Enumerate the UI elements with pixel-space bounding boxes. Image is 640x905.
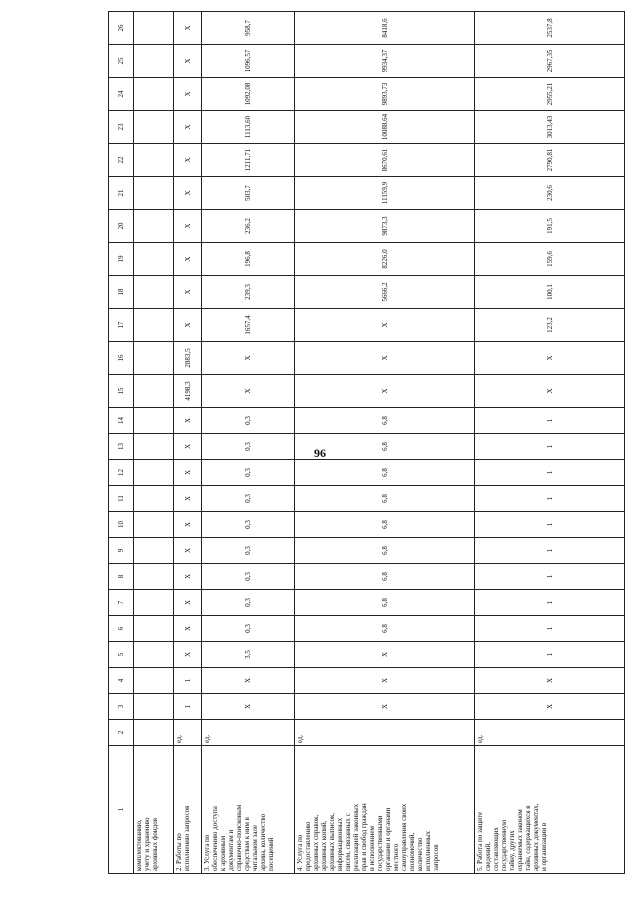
header-cell: 4 — [109, 668, 134, 694]
table-cell: X — [174, 12, 202, 45]
table-cell: 1 — [475, 408, 625, 434]
table-cell: 1 — [475, 590, 625, 616]
table-cell: X — [174, 434, 202, 460]
table-cell: 9893,73 — [295, 78, 475, 111]
table-cell — [134, 276, 174, 309]
table-cell: 123,2 — [475, 309, 625, 342]
table-row — [134, 12, 174, 874]
table-cell: X — [174, 460, 202, 486]
table-cell — [134, 720, 174, 746]
table-cell: 6,8 — [295, 564, 475, 590]
table-cell: 0,3 — [202, 460, 295, 486]
table-cell — [134, 668, 174, 694]
table-cell: X — [295, 668, 475, 694]
data-table — [108, 11, 625, 874]
table-cell: X — [174, 111, 202, 144]
table-cell: 6,8 — [295, 538, 475, 564]
header-cell: 20 — [109, 210, 134, 243]
table-row — [295, 12, 475, 874]
table-cell: 1 — [475, 538, 625, 564]
table-cell — [134, 243, 174, 276]
header-cell: 18 — [109, 276, 134, 309]
table-cell: 2955,21 — [475, 78, 625, 111]
table-cell — [134, 45, 174, 78]
table-cell — [134, 78, 174, 111]
header-cell: 24 — [109, 78, 134, 111]
header-cell: 5 — [109, 642, 134, 668]
table-cell: 239,3 — [202, 276, 295, 309]
table-cell: X — [174, 243, 202, 276]
table-cell: X — [174, 45, 202, 78]
row-name: 5. Работа по защите сведений, составляющих государственную тайну, других охраняемых законом тайн, содержащихся в архивных документах, и организации в — [475, 746, 625, 874]
table-cell: X — [202, 694, 295, 720]
table-cell — [134, 512, 174, 538]
table-cell: X — [475, 375, 625, 408]
table-cell: 4198,3 — [174, 375, 202, 408]
table-cell: X — [295, 309, 475, 342]
table-cell: 100,1 — [475, 276, 625, 309]
rotated-page-area — [108, 18, 608, 874]
rotated-table-container — [108, 18, 608, 874]
table-cell: X — [174, 78, 202, 111]
header-cell: 9 — [109, 538, 134, 564]
table-cell: 8418,6 — [295, 12, 475, 45]
table-cell: 9873,3 — [295, 210, 475, 243]
table-cell: ед. — [475, 720, 625, 746]
table-cell: 1 — [475, 460, 625, 486]
table-cell: 10088,64 — [295, 111, 475, 144]
table-cell: 236,2 — [202, 210, 295, 243]
table-cell: 5666,2 — [295, 276, 475, 309]
table-cell: 230,6 — [475, 177, 625, 210]
row-name: комплектованию, учету и хранению архивных фондов — [134, 746, 174, 874]
table-cell: X — [174, 564, 202, 590]
table-cell: X — [174, 590, 202, 616]
table-cell: X — [295, 342, 475, 375]
header-cell: 1 — [109, 746, 134, 874]
table-cell: 0,3 — [202, 512, 295, 538]
header-cell: 8 — [109, 564, 134, 590]
table-cell: 6,8 — [295, 616, 475, 642]
table-cell: X — [174, 512, 202, 538]
table-cell: X — [295, 694, 475, 720]
table-cell: X — [174, 408, 202, 434]
table-cell: 0,3 — [202, 486, 295, 512]
table-cell: X — [174, 144, 202, 177]
header-cell: 2 — [109, 720, 134, 746]
page-number: 96 — [314, 446, 326, 460]
table-cell: X — [202, 342, 295, 375]
table-cell: 958,7 — [202, 12, 295, 45]
table-cell: X — [174, 642, 202, 668]
table-row — [475, 12, 625, 874]
header-cell: 13 — [109, 434, 134, 460]
table-cell — [134, 616, 174, 642]
table-cell: 191,5 — [475, 210, 625, 243]
table-cell — [134, 342, 174, 375]
table-cell: 1 — [174, 694, 202, 720]
table-cell: X — [174, 276, 202, 309]
table-cell: X — [295, 375, 475, 408]
header-cell: 10 — [109, 512, 134, 538]
table-cell: 1211,71 — [202, 144, 295, 177]
table-cell — [134, 177, 174, 210]
table-cell: X — [174, 177, 202, 210]
table-cell: 9934,37 — [295, 45, 475, 78]
table-row — [174, 12, 202, 874]
table-cell: 0,3 — [202, 408, 295, 434]
header-cell: 25 — [109, 45, 134, 78]
table-cell — [134, 375, 174, 408]
table-cell: X — [475, 694, 625, 720]
header-cell: 12 — [109, 460, 134, 486]
table-cell — [134, 210, 174, 243]
table-cell: 1 — [475, 512, 625, 538]
table-cell: 2883,5 — [174, 342, 202, 375]
row-name: 3. Услуга по обеспечению доступа к архивным документам и справочно-поисковым средствам к ним в читальном зале архива, количество посещений — [202, 746, 295, 874]
table-cell: X — [174, 309, 202, 342]
table-cell: 0,3 — [202, 590, 295, 616]
header-cell: 15 — [109, 375, 134, 408]
header-cell: 22 — [109, 144, 134, 177]
header-cell: 23 — [109, 111, 134, 144]
table-cell: 1657,4 — [202, 309, 295, 342]
table-cell: ед. — [174, 720, 202, 746]
table-cell: 196,8 — [202, 243, 295, 276]
table-cell: X — [174, 538, 202, 564]
header-cell: 6 — [109, 616, 134, 642]
table-cell: 6,8 — [295, 590, 475, 616]
table-cell: 6,8 — [295, 408, 475, 434]
table-cell: 0,3 — [202, 564, 295, 590]
table-cell: 6,8 — [295, 486, 475, 512]
table-cell — [134, 111, 174, 144]
table-cell: 11159,9 — [295, 177, 475, 210]
table-cell: 0,3 — [202, 616, 295, 642]
table-cell: X — [174, 210, 202, 243]
table-cell: X — [174, 486, 202, 512]
table-cell: 2790,81 — [475, 144, 625, 177]
table-cell — [134, 309, 174, 342]
header-cell: 17 — [109, 309, 134, 342]
table-cell: 0,3 — [202, 434, 295, 460]
table-cell — [134, 408, 174, 434]
table-cell: 1 — [475, 642, 625, 668]
table-cell: 6,8 — [295, 434, 475, 460]
table-cell: 1 — [475, 486, 625, 512]
header-cell: 19 — [109, 243, 134, 276]
table-cell: X — [475, 668, 625, 694]
table-cell: 3,5 — [202, 642, 295, 668]
table-cell: 6,8 — [295, 460, 475, 486]
table-cell — [134, 538, 174, 564]
row-name: 2. Работы по исполнению запросов — [174, 746, 202, 874]
table-cell: X — [295, 642, 475, 668]
table-cell: 1 — [475, 564, 625, 590]
table-cell: 1 — [475, 616, 625, 642]
table-cell: 6,8 — [295, 512, 475, 538]
table-cell: 2967,35 — [475, 45, 625, 78]
table-cell: X — [475, 342, 625, 375]
header-cell: 14 — [109, 408, 134, 434]
table-cell — [134, 434, 174, 460]
table-cell: 8226,0 — [295, 243, 475, 276]
table-cell: 2537,8 — [475, 12, 625, 45]
table-cell — [134, 642, 174, 668]
table-cell — [134, 564, 174, 590]
table-cell: 1 — [475, 434, 625, 460]
table-cell: X — [202, 375, 295, 408]
table-cell: 159,6 — [475, 243, 625, 276]
header-cell: 21 — [109, 177, 134, 210]
table-cell: ед. — [295, 720, 475, 746]
row-name: 4. Услуга по предоставлению архивных справок, архивных копий, архивных выписок, информационных писем, связанных с реализацией законных прав и свобод граждан и исполнением государственными органами и органами местного самоуправления своих полномочий, количество исполненных запросов — [295, 746, 475, 874]
table-cell: 1092,08 — [202, 78, 295, 111]
header-cell: 7 — [109, 590, 134, 616]
table-cell: 503,7 — [202, 177, 295, 210]
table-cell: 3013,43 — [475, 111, 625, 144]
header-cell: 11 — [109, 486, 134, 512]
table-row — [202, 12, 295, 874]
table-cell — [134, 486, 174, 512]
table-cell: X — [202, 668, 295, 694]
table-cell — [134, 144, 174, 177]
table-cell — [134, 12, 174, 45]
table-cell: 1 — [174, 668, 202, 694]
header-row — [109, 12, 134, 874]
table-cell: 1113,60 — [202, 111, 295, 144]
header-cell: 26 — [109, 12, 134, 45]
header-cell: 16 — [109, 342, 134, 375]
table-cell: 1096,57 — [202, 45, 295, 78]
table-cell: 0,3 — [202, 538, 295, 564]
header-cell: 3 — [109, 694, 134, 720]
table-cell: ед. — [202, 720, 295, 746]
table-cell — [134, 460, 174, 486]
table-cell: 8670,61 — [295, 144, 475, 177]
table-cell — [134, 694, 174, 720]
table-cell: X — [174, 616, 202, 642]
table-cell — [134, 590, 174, 616]
